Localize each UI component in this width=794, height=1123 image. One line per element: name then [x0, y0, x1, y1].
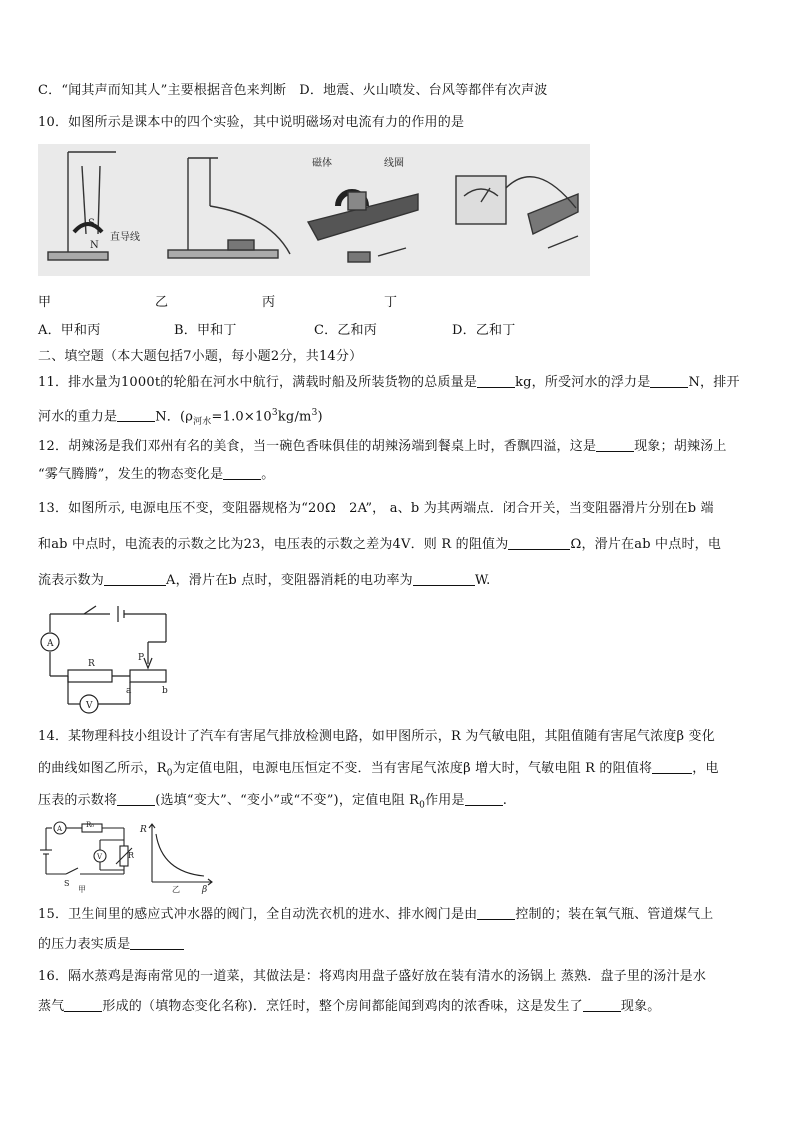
q16-line2: 蒸气 形成的（填物态变化名称)．烹饪时，整个房间都能闻到鸡肉的浓香味，这是发生了 现象。 [38, 999, 661, 1014]
q16-line1: 16．隔水蒸鸡是海南常见的一道菜，其做法是：将鸡肉用盘子盛好放在装有清水的汤锅上 蒸熟．盘子里的汤汁是水 [38, 969, 707, 984]
q13-slider-label: P [138, 653, 145, 663]
caption-bing: 丙 [262, 295, 276, 310]
q9-options [38, 82, 547, 100]
fig-label-xianquan: 线圈 [384, 158, 404, 169]
q10-option-c: C．乙和丙 [314, 323, 377, 338]
q14-graph-caption: 乙 [172, 885, 180, 894]
fig-label-zhidaoxian: 直导线 [110, 232, 140, 243]
q11-line2: 河水的重力是 N．$(\rho_{河水}=1.0\times 10^3kg/m^3)$ [38, 408, 323, 427]
caption-jia: 甲 [38, 295, 52, 310]
q9-option-d: D．地震、火山喷发、台风等都伴有次声波 [299, 83, 548, 98]
q14-caption-jia: 甲 [78, 885, 86, 894]
q13-line3: 流表示数为 A，滑片在b 点时，变阻器消耗的电功率为 W. [38, 573, 491, 588]
caption-ding: 丁 [384, 295, 398, 310]
section-title: 二、填空题（本大题包括7小题，每小题2分，共14分） [38, 349, 363, 364]
q9-option-c: C．“闻其声而知其人”主要根据音色来判断 [38, 83, 287, 98]
q10-option-b: B．甲和丁 [174, 323, 237, 338]
q11-line1: 11．排水量为1000t的轮船在河水中航行，满载时船及所装货物的总质量是 kg，所受河水的浮力是 N，排开 [38, 375, 740, 390]
q13-voltmeter-label: V [86, 701, 93, 711]
q14-r0-label: R₀ [86, 820, 95, 829]
q14-blank-2[interactable] [117, 792, 155, 806]
q14-line1: 14．某物理科技小组设计了汽车有害尾气排放检测电路，如甲图所示，R 为气敏电阻，其阻值随有害尾气浓度β 变化 [38, 729, 715, 744]
fig-label-n: N [90, 240, 99, 251]
q14-line3: 压表的示数将 (选填“变大”、“变小”或“不变”)，定值电阻 $R_0$作用是 . [38, 793, 508, 811]
fig-label-citi: 磁体 [312, 158, 332, 169]
q13-ammeter-label: A [47, 639, 54, 649]
q12-line1: 12．胡辣汤是我们邓州有名的美食，当一碗色香味俱佳的胡辣汤端到餐桌上时，香飘四溢，这是 现象；胡辣汤上 [38, 439, 727, 454]
q15-blank-1[interactable] [477, 906, 515, 920]
q12-blank-1[interactable] [596, 438, 634, 452]
caption-yi: 乙 [155, 295, 169, 310]
q15-line1: 15．卫生间里的感应式冲水器的阀门，全自动洗衣机的进水、排水阀门是由 控制的；装在氧气瓶、管道煤气上 [38, 907, 714, 922]
q13-blank-1[interactable] [508, 536, 570, 550]
q14-circuit-jia [38, 820, 134, 894]
q16-blank-2[interactable] [583, 998, 621, 1012]
q13-point-b: b [162, 686, 168, 696]
q10-stem: 10．如图所示是课本中的四个实验，其中说明磁场对电流有力的作用的是 [38, 115, 465, 130]
q13-resistor-label: R [88, 659, 95, 669]
q13-blank-2[interactable] [104, 572, 166, 586]
q11-blank-3[interactable] [117, 408, 155, 422]
q14-blank-3[interactable] [465, 792, 503, 806]
q12-blank-2[interactable] [223, 466, 261, 480]
q15-line2: 的压力表实质是 [38, 936, 184, 954]
q13-line1: 13．如图所示, 电源电压不变，变阻器规格为“20Ω 2A”， a、b 为其两端点．闭合开关，当变阻器滑片分别在b 端 [38, 501, 714, 516]
q16-blank-1[interactable] [64, 998, 102, 1012]
q14-ammeter-label: A [57, 825, 63, 833]
q11-blank-1[interactable] [477, 374, 515, 388]
q11-blank-2[interactable] [650, 374, 688, 388]
q14-graph-xlabel: β [202, 885, 208, 894]
q14-line2: 的曲线如图乙所示，$R_0$为定值电阻，电源电压恒定不变．当有害尾气浓度β 增大时，气敏电阻 R 的阻值将 ，电 [38, 761, 719, 779]
q15-blank-2[interactable] [130, 936, 184, 950]
q14-blank-1[interactable] [652, 760, 692, 774]
q13-line2: 和ab 中点时，电流表的示数之比为23，电压表的示数之差为4V．则 R 的阻值为 Ω，滑片在ab 中点时，电 [38, 537, 722, 552]
q14-graph-yi [138, 820, 218, 894]
fig-label-s: S [88, 218, 95, 229]
q10-options [38, 322, 515, 340]
q10-option-a: A．甲和丙 [38, 323, 101, 338]
q14-switch-label: S [64, 879, 70, 888]
q10-option-d: D．乙和丁 [452, 323, 516, 338]
q12-line2: “雾气腾腾”，发生的物态变化是 。 [38, 467, 275, 482]
q10-experiments-figure [38, 144, 590, 276]
q14-voltmeter-label: V [97, 853, 103, 861]
q14-graph-ylabel: R [140, 825, 147, 835]
q13-point-a: a [126, 686, 132, 696]
q13-circuit [38, 600, 178, 718]
q14-r-label: R [128, 851, 134, 860]
q13-blank-3[interactable] [413, 572, 475, 586]
